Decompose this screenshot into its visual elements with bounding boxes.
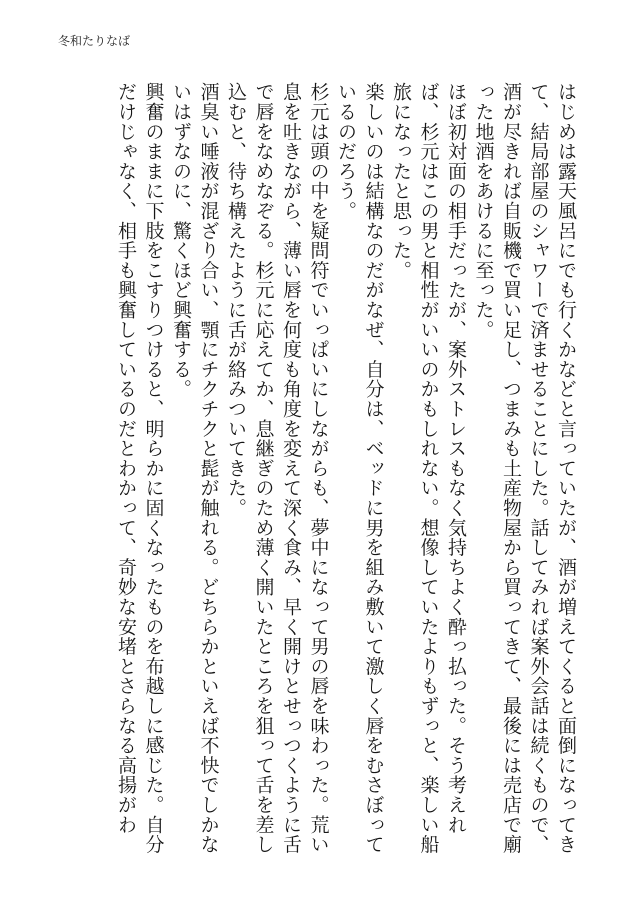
paragraph-5: 酒臭い唾液が混ざり合い、顎にチクチクと髭が触れる。どちらかといえば不快でしかないはずなのに、驚くほど興奮する。 [170,82,220,855]
paragraph-2: ほぼ初対面の相手だったが、案外ストレスもなく気持ちよく酔っ払った。そう考えれば、杉元はこの男と相性がいいのかもしれない。想像していたよりもずっと、楽しい船旅になったと思った。 [390,82,467,855]
running-title: 冬和たりなば [58,34,131,48]
vertical-body-text [112,82,580,872]
paragraph-4: 杉元は頭の中を疑問符でいっぱいにしながらも、夢中になって男の唇を味わった。荒い息を吐きながら、薄い唇を何度も角度を変えて深く食み、早く開けとせっつくように舌で唇をなめなぞる。杉元に応えてか、息継ぎのため薄く開いたところを狙って舌を差し込むと、待ち構えたように舌が絡みついてきた。 [225,82,330,855]
paragraph-3: 楽しいのは結構なのだがなぜ、自分は、ベッドに男を組み敷いて激しく唇をむさぼっているのだろう。 [335,82,385,855]
paragraph-6: 興奮のままに下肢をこすりつけると、明らかに固くなったものを布越しに感じた。自分だけじゃなく、相手も興奮しているのだとわかって、奇妙な安堵とさらなる高揚がわ [115,82,165,855]
paragraph-1: はじめは露天風呂にでも行くかなどと言っていたが、酒が増えてくると面倒になってきて、結局部屋のシャワーで済ませることにした。話してみれば案外会話は続くもので、酒が尽きれば自販機で買い足し、つまみも土産物屋から買ってきて、最後には売店で廟った地酒をあけるに至った。 [472,82,577,855]
